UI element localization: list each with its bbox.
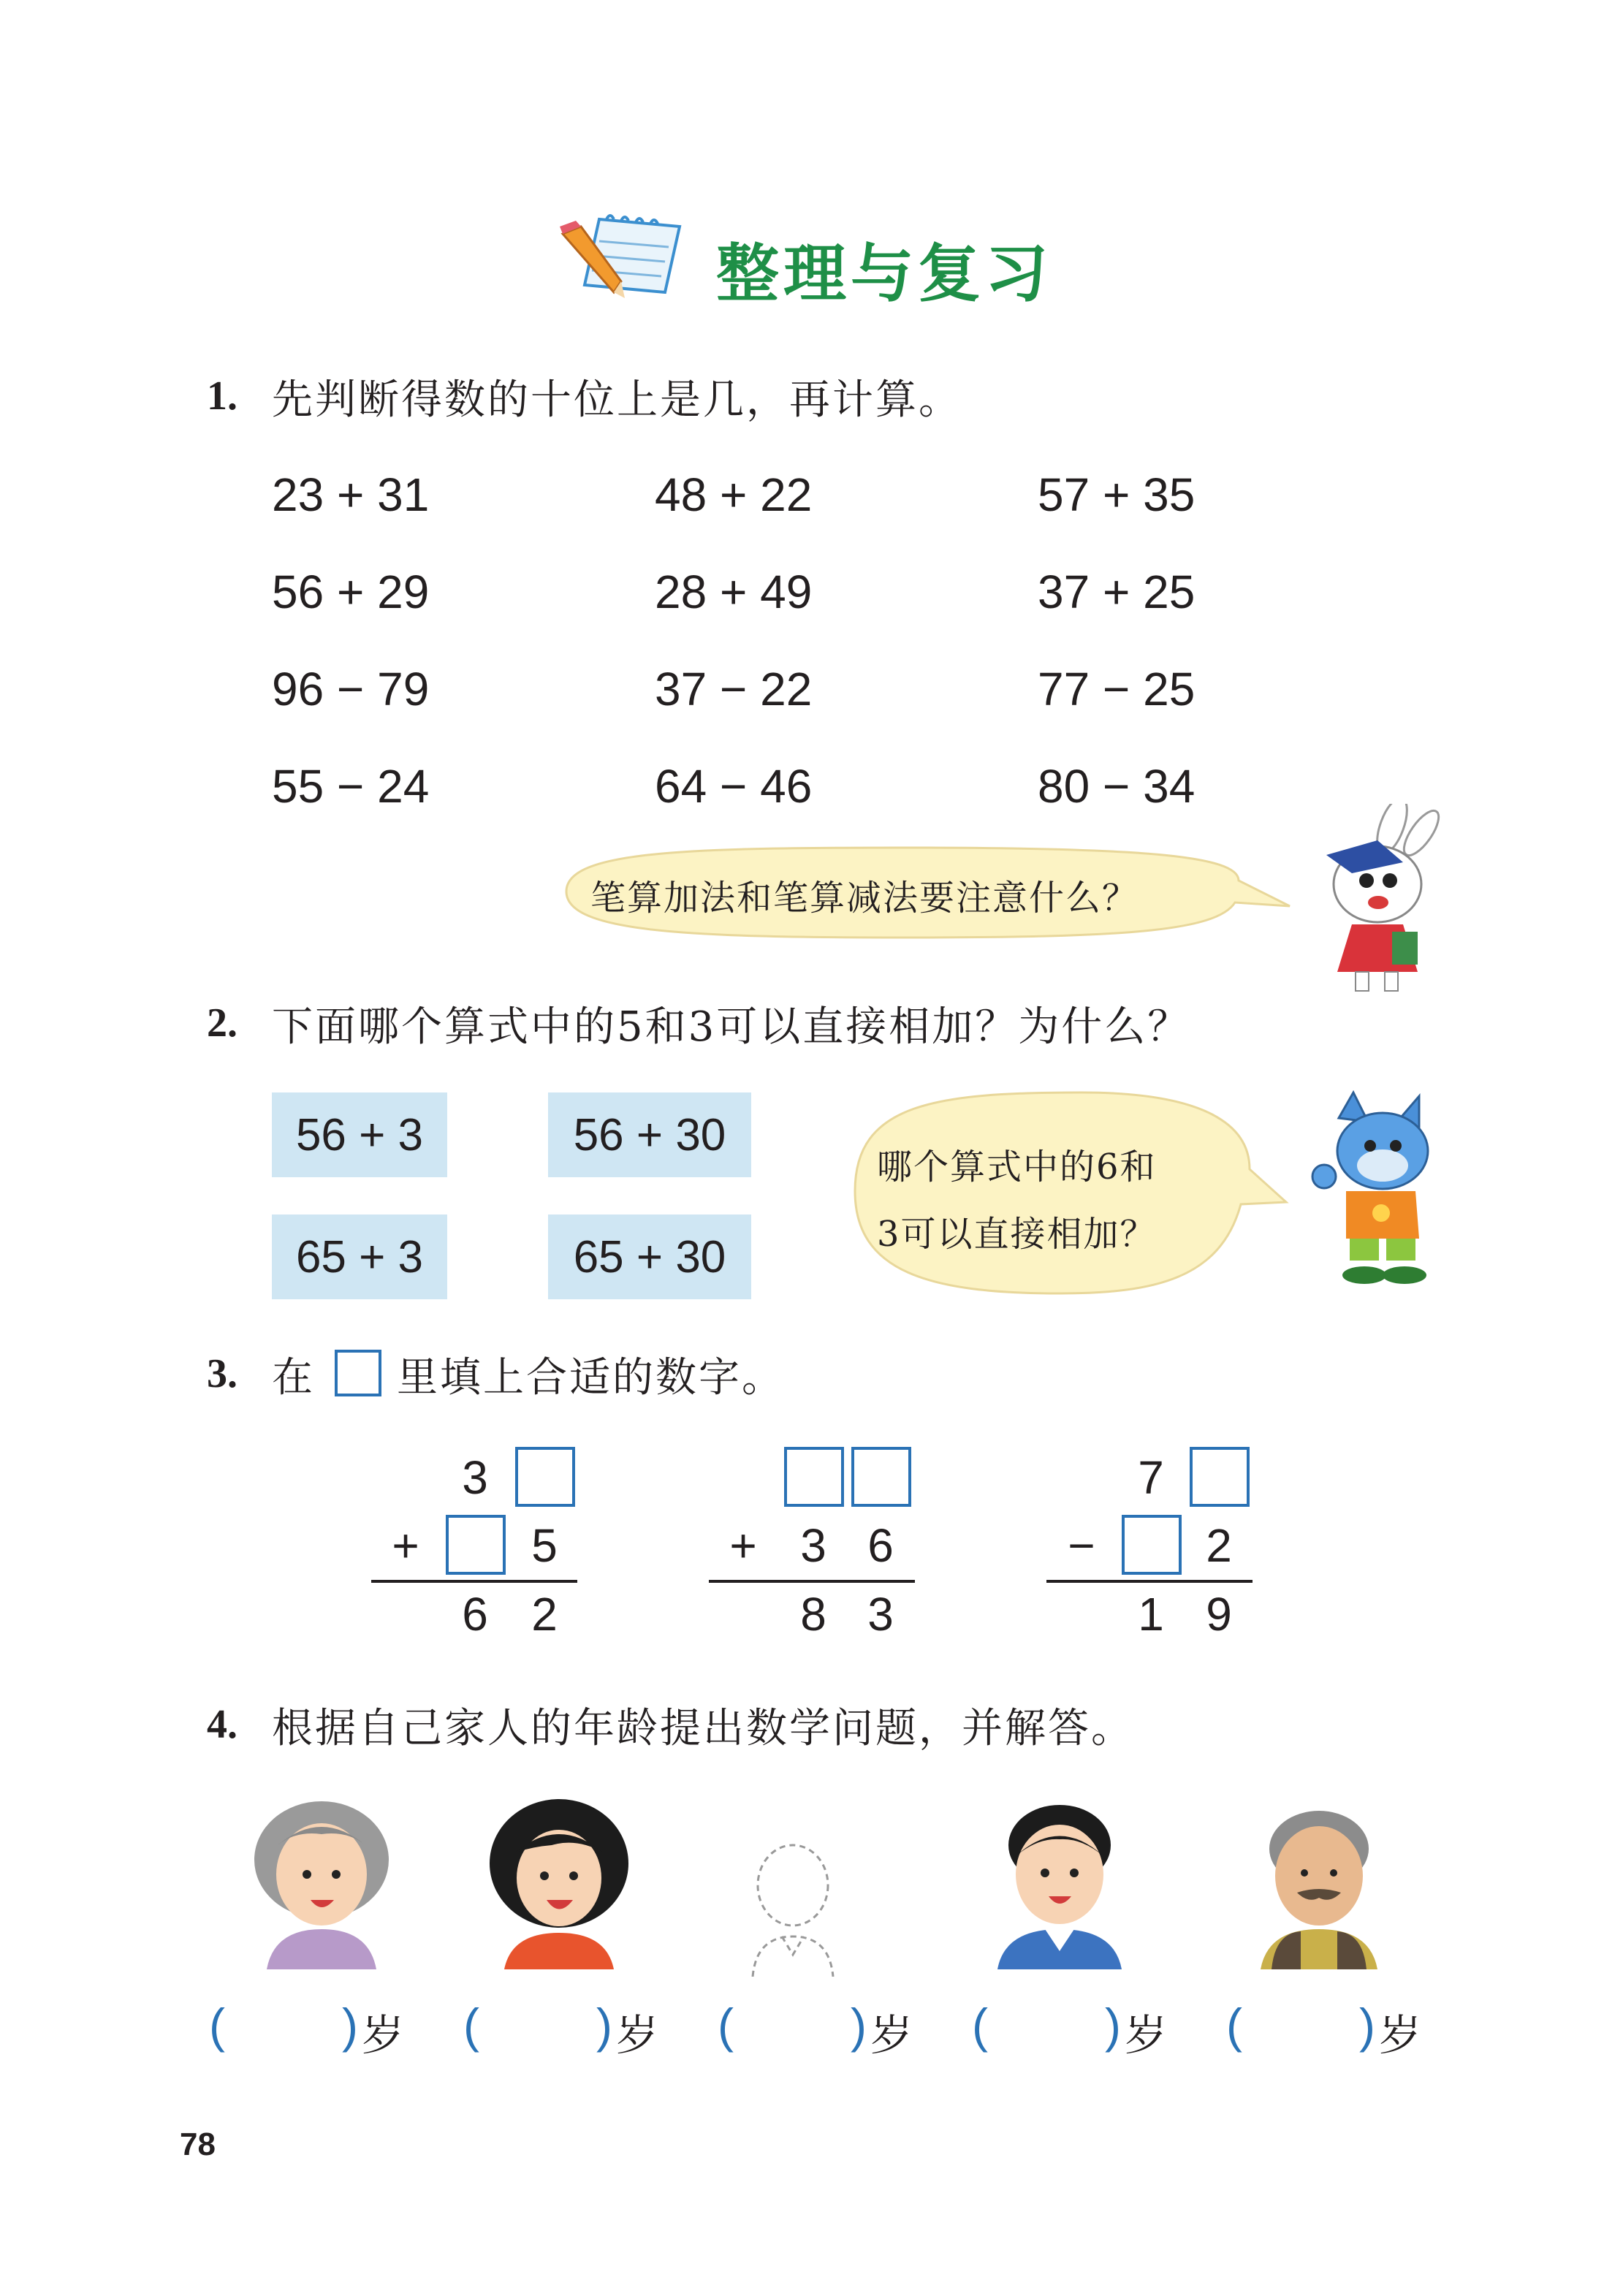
- mom-portrait: [482, 1794, 636, 1969]
- q1-expr: 28 + 49: [655, 566, 813, 618]
- q2-speech-bubble: [840, 1074, 1293, 1308]
- answer-box[interactable]: [1190, 1447, 1250, 1507]
- digit: 7: [1138, 1451, 1164, 1504]
- age-unit: 岁: [362, 2010, 405, 2060]
- plus-sign: +: [729, 1519, 757, 1572]
- digit: 3: [867, 1588, 894, 1641]
- age-close-paren: ): [851, 1999, 867, 2053]
- q2-text: 下面哪个算式中的5和3可以直接相加？为什么？: [272, 1003, 1191, 1051]
- grandpa-portrait: [1242, 1794, 1396, 1969]
- age-blank[interactable]: [227, 2006, 343, 2050]
- digit: 6: [867, 1519, 894, 1572]
- q2-bubble-line1: 哪个算式中的6和: [877, 1147, 1157, 1187]
- q1-expr: 37 + 25: [1038, 566, 1196, 618]
- digit: 2: [531, 1588, 558, 1641]
- q1-expr: 96 − 79: [272, 663, 430, 715]
- age-close-paren: ): [596, 1999, 612, 2053]
- age-close-paren: ): [342, 1999, 358, 2053]
- q1-expr: 64 − 46: [655, 760, 813, 813]
- digit: 1: [1138, 1588, 1164, 1641]
- q4-text: 根据自己家人的年龄提出数学问题，并解答。: [272, 1705, 1134, 1752]
- answer-box[interactable]: [515, 1447, 575, 1507]
- grandma-portrait: [245, 1794, 398, 1969]
- age-blank[interactable]: [989, 2006, 1106, 2050]
- sum-line: [709, 1580, 915, 1583]
- age-open-paren: (: [1226, 1999, 1242, 2053]
- q2-expression-chip: 56 + 30: [548, 1092, 751, 1177]
- sample-blank-box: [335, 1350, 381, 1396]
- q1-expr: 48 + 22: [655, 468, 813, 521]
- q3-number: 3.: [207, 1351, 237, 1396]
- page-title: 整理与复习: [716, 237, 1052, 311]
- answer-box[interactable]: [784, 1447, 844, 1507]
- q1-expr: 23 + 31: [272, 468, 430, 521]
- q3-text-after: 里填上合适的数字。: [397, 1354, 785, 1402]
- q1-expr: 55 − 24: [272, 760, 430, 813]
- q1-expr: 57 + 35: [1038, 468, 1196, 521]
- q2-expression-chip: 65 + 30: [548, 1214, 751, 1299]
- q1-expr: 56 + 29: [272, 566, 430, 618]
- cat-mascot: [1295, 1089, 1441, 1286]
- age-open-paren: (: [209, 1999, 225, 2053]
- digit: 8: [800, 1588, 826, 1641]
- age-unit: 岁: [1125, 2010, 1168, 2060]
- digit: 6: [462, 1588, 488, 1641]
- age-blank[interactable]: [1244, 2006, 1361, 2050]
- answer-box[interactable]: [446, 1515, 506, 1575]
- rabbit-mascot: [1308, 804, 1447, 994]
- q1-expr: 37 − 22: [655, 663, 813, 715]
- plus-sign: +: [392, 1519, 419, 1572]
- digit: 5: [531, 1519, 558, 1572]
- page-number: 78: [180, 2126, 216, 2162]
- age-unit: 岁: [870, 2010, 913, 2060]
- q1-number: 1.: [207, 373, 237, 419]
- digit: 2: [1206, 1519, 1232, 1572]
- age-unit: 岁: [616, 2010, 659, 2060]
- q3-text-before: 在: [272, 1354, 315, 1402]
- answer-box[interactable]: [851, 1447, 911, 1507]
- age-close-paren: ): [1105, 1999, 1121, 2053]
- q4-number: 4.: [207, 1702, 237, 1747]
- difference-line: [1046, 1580, 1253, 1583]
- digit: 3: [462, 1451, 488, 1504]
- q2-expression-chip: 56 + 3: [272, 1092, 447, 1177]
- q1-bubble-text: 笔算加法和笔算减法要注意什么？: [590, 878, 1139, 919]
- q2-expression-chip: 65 + 3: [272, 1214, 447, 1299]
- digit: 3: [800, 1519, 826, 1572]
- age-close-paren: ): [1359, 1999, 1375, 2053]
- q2-number: 2.: [207, 1000, 237, 1046]
- age-unit: 岁: [1379, 2010, 1422, 2060]
- digit: 9: [1206, 1588, 1232, 1641]
- q1-expr: 77 − 25: [1038, 663, 1196, 715]
- dad-portrait: [979, 1794, 1140, 1969]
- q1-expr: 80 − 34: [1038, 760, 1196, 813]
- age-blank[interactable]: [735, 2006, 852, 2050]
- blank-portrait: [738, 1838, 848, 1977]
- pencil-notepad-icon: [555, 212, 687, 300]
- minus-sign: −: [1068, 1519, 1095, 1572]
- age-open-paren: (: [972, 1999, 988, 2053]
- age-open-paren: (: [463, 1999, 479, 2053]
- sum-line: [371, 1580, 577, 1583]
- age-open-paren: (: [718, 1999, 734, 2053]
- answer-box[interactable]: [1122, 1515, 1182, 1575]
- age-blank[interactable]: [481, 2006, 598, 2050]
- q1-text: 先判断得数的十位上是几，再计算。: [272, 376, 962, 424]
- q2-bubble-line2: 3可以直接相加？: [877, 1214, 1157, 1255]
